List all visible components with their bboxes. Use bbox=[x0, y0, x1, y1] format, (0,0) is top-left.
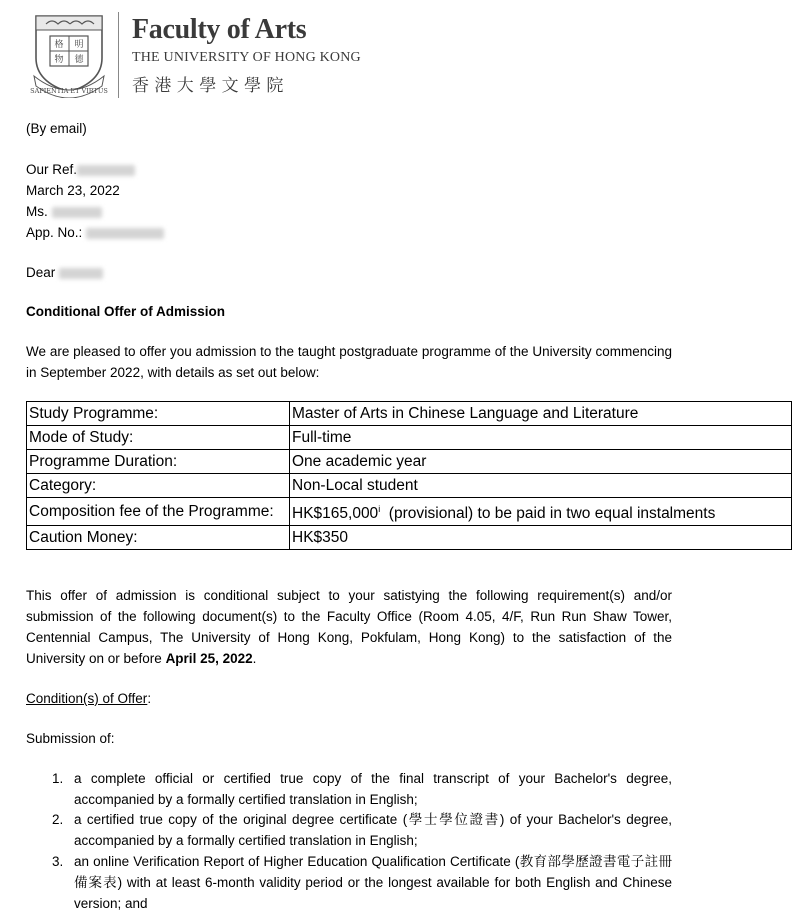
faculty-title: Faculty of Arts bbox=[132, 14, 307, 45]
app-no-label: App. No.: bbox=[26, 225, 83, 240]
table-row bbox=[27, 402, 792, 426]
conditions-paragraph bbox=[26, 585, 672, 669]
row-label: Mode of Study: bbox=[27, 426, 290, 450]
table-row bbox=[27, 474, 792, 498]
redacted-reference bbox=[77, 165, 135, 176]
crest-char-4: 德 bbox=[74, 55, 84, 65]
crest-char-3: 物 bbox=[54, 55, 64, 65]
our-ref bbox=[26, 162, 135, 177]
row-label: Programme Duration: bbox=[27, 450, 290, 474]
our-ref-label: Our Ref. bbox=[26, 162, 78, 177]
conditions-heading-label: Condition(s) of Offer bbox=[26, 691, 148, 706]
row-value: Master of Arts in Chinese Language and Literature bbox=[290, 402, 792, 426]
row-label: Category: bbox=[27, 474, 290, 498]
row-label: Study Programme: bbox=[27, 402, 290, 426]
conditions-text: This offer of admission is conditional subject to your satistying the following requirement(s) and/or submission of the following document(s) to the Faculty Office (Room 4.05, 4/F, Run Run Shaw Tower, Centennial Campus, The University of Hong Kong, Pokfulam, Hong Kong) to the satisfaction of the University on or before bbox=[26, 588, 672, 666]
table-row bbox=[27, 526, 792, 550]
row-value: HK$350 bbox=[290, 526, 792, 550]
recipient-prefix: Ms. bbox=[26, 204, 48, 219]
list-text: an online Verification Report of Higher Education Qualification Certificate (教育部學歷證書電子註冊備案表) with at least 6-month validity period or the longest available for both English and Chinese version; and bbox=[74, 854, 672, 911]
list-number: 3. bbox=[52, 854, 64, 869]
letter-subject: Conditional Offer of Admission bbox=[26, 304, 225, 319]
offer-details-table bbox=[26, 401, 792, 550]
hku-crest-logo bbox=[30, 12, 108, 98]
conditions-text-end: . bbox=[252, 651, 257, 666]
row-value: Full-time bbox=[290, 426, 792, 450]
row-value: One academic year bbox=[290, 450, 792, 474]
submission-label: Submission of: bbox=[26, 731, 115, 746]
header-divider bbox=[118, 12, 119, 98]
fee-amount: HK$165,000 bbox=[292, 505, 379, 523]
recipient-name bbox=[26, 204, 102, 219]
crest-char-1: 格 bbox=[54, 40, 64, 50]
conditions-heading bbox=[26, 691, 151, 706]
row-label: Composition fee of the Programme: bbox=[27, 498, 290, 526]
university-chinese-name: 香 港 大 學 文 學 院 bbox=[132, 76, 284, 96]
row-label: Caution Money: bbox=[27, 526, 290, 550]
salutation bbox=[26, 265, 103, 280]
conditions-heading-colon: : bbox=[147, 691, 152, 706]
deadline-date: April 25, 2022 bbox=[165, 651, 253, 666]
redacted-name bbox=[52, 207, 102, 218]
fee-note: (provisional) to be paid in two equal instalments bbox=[380, 505, 716, 523]
footnote-marker: i bbox=[378, 504, 381, 514]
delivery-note: (By email) bbox=[26, 121, 87, 136]
table-row bbox=[27, 498, 792, 526]
list-text: a complete official or certified true copy of the final transcript of your Bachelor's degree, accompanied by a formally certified translation in English; bbox=[74, 771, 672, 807]
redacted-salutation-name bbox=[59, 268, 103, 279]
list-number: 2. bbox=[52, 812, 64, 827]
row-value bbox=[290, 498, 792, 526]
application-number bbox=[26, 225, 164, 240]
redacted-app-no bbox=[86, 228, 164, 239]
letter-date: March 23, 2022 bbox=[26, 183, 120, 198]
table-row bbox=[27, 426, 792, 450]
intro-paragraph: We are pleased to offer you admission to the taught postgraduate programme of the University commencing in September 2022, with details as set out below: bbox=[26, 344, 672, 380]
university-name: THE UNIVERSITY OF HONG KONG bbox=[132, 50, 361, 65]
crest-motto: SAPIENTIA ET VIRTUS bbox=[30, 87, 108, 95]
table-row bbox=[27, 450, 792, 474]
salutation-label: Dear bbox=[26, 265, 56, 280]
list-text: a certified true copy of the original degree certificate (學士學位證書) of your Bachelor's degree, accompanied by a formally certified translation in English; bbox=[74, 812, 672, 848]
crest-char-2: 明 bbox=[74, 40, 84, 50]
list-number: 1. bbox=[52, 771, 64, 786]
row-value: Non-Local student bbox=[290, 474, 792, 498]
